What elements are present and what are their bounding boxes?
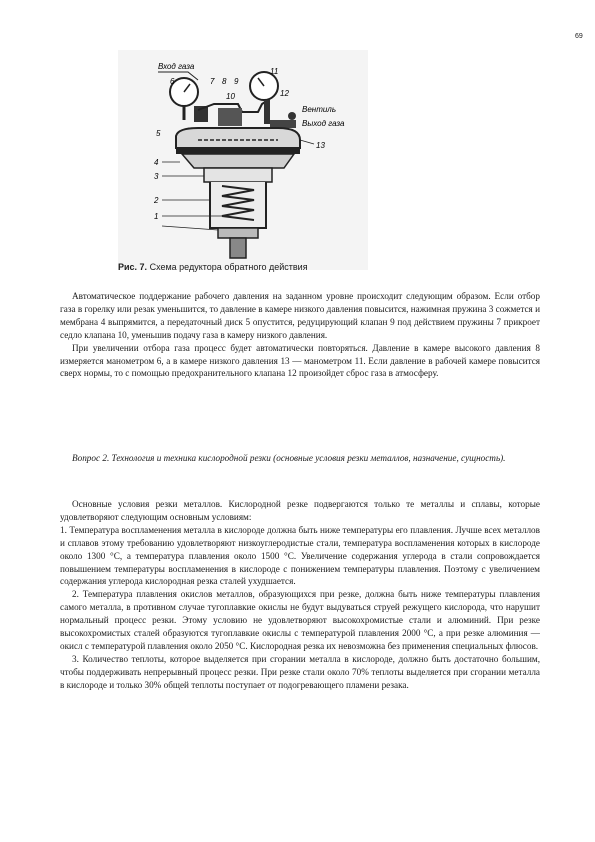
reducer-drawing <box>118 50 368 270</box>
label-1: 1 <box>154 212 159 221</box>
caption-text: Схема редуктора обратного действия <box>149 262 308 272</box>
text-block-2 <box>60 498 540 692</box>
paragraph: 2. Температура плавления окислов металлов, образующихся при резке, должна быть ниже температуры плавления самого металла, в противном случае тугоплавкие окислы не будут выдуваться струей режущего кислорода, что нарушит нормальный процесс резки. Этому условию не удовлетворяют высокохромистые стали и алюминий. При резке высокохромистых сталей образуются тугоплавкие окислы с температурой плавления 2000 °С, а при резке алюминия — окисл с температурой плавления около 2050 °С. Кислородная резка их невозможна без применения специальных флюсов. <box>60 589 540 651</box>
label-2: 2 <box>154 196 159 205</box>
label-11: 11 <box>270 67 279 76</box>
valve-label: Вентиль <box>302 105 337 114</box>
paragraph: 3. Количество теплоты, которое выделяется при сгорании металла в кислороде, должно быть достаточно большим, чтобы поддерживать непрерывный процесс резки. При резке стали около 70% теплоты выделяется при сгорании металла в кислороде и только 30% общей теплоты поступает от подогревающего пламени резака. <box>60 653 540 690</box>
text-block-1 <box>60 290 540 380</box>
paragraph: Основные условия резки металлов. Кислородной резке подвергаются только те металлы и сплавы, которые удовлетворяют следующим основным условиям: <box>60 499 540 522</box>
gas-out-label: Выход газа <box>302 119 345 128</box>
paragraph: Автоматическое поддержание рабочего давления на заданном уровне происходит следующим образом. Если отбор газа в горелку или резак уменьшится, то давление в камере низкого давления повысится, нажимная пружина 3 сожмется и мембрана 4 выпрямится, а передаточный диск 5 опустится, редуцирующий клапан 9 под действием пружины 7 прикроет седло клапана 10, уменьшив подачу газа в камеру низкого давления. <box>60 291 540 340</box>
label-12: 12 <box>280 89 289 98</box>
label-9: 9 <box>234 77 239 86</box>
reducer-diagram <box>118 50 368 270</box>
question-heading <box>60 452 540 465</box>
label-6: 6 <box>170 77 175 86</box>
caption-number: Рис. 7. <box>118 262 148 272</box>
label-5: 5 <box>156 129 161 138</box>
label-7: 7 <box>210 77 215 86</box>
label-4: 4 <box>154 158 159 167</box>
figure-caption <box>118 262 308 272</box>
label-10: 10 <box>226 92 235 101</box>
label-8: 8 <box>222 77 227 86</box>
question-text: Вопрос 2. Технология и техника кислородной резки (основные условия резки металлов, назначение, сущность). <box>72 453 506 463</box>
page-number: 69 <box>575 33 583 40</box>
label-3: 3 <box>154 172 159 181</box>
paragraph: При увеличении отбора газа процесс будет автоматически повторяться. Давление в камере высокого давления 8 измеряется манометром 6, а в камере низкого давления 13 — манометром 11. Если давление в рабочей камере повысится сверх нормы, то с помощью предохранительного клапана 12 произойдет сброс газа в атмосферу. <box>60 342 540 379</box>
gas-in-label: Вход газа <box>158 62 195 71</box>
label-13: 13 <box>316 141 325 150</box>
paragraph: 1. Температура воспламенения металла в кислороде должна быть ниже температуры его плавления. Лучше всех металлов и сплавов этому требованию удовлетворяют низкоуглеродистые стали, температура воспламенения которых в кислороде около 1300 °С, а температура плавления около 1500 °С. Увеличение содержания углерода в стали сопровождается повышением температуры воспламенения в кислороде с понижением температуры плавления. Поэтому с увеличением содержания углерода кислородная резка сталей ухудшается. <box>60 524 540 587</box>
